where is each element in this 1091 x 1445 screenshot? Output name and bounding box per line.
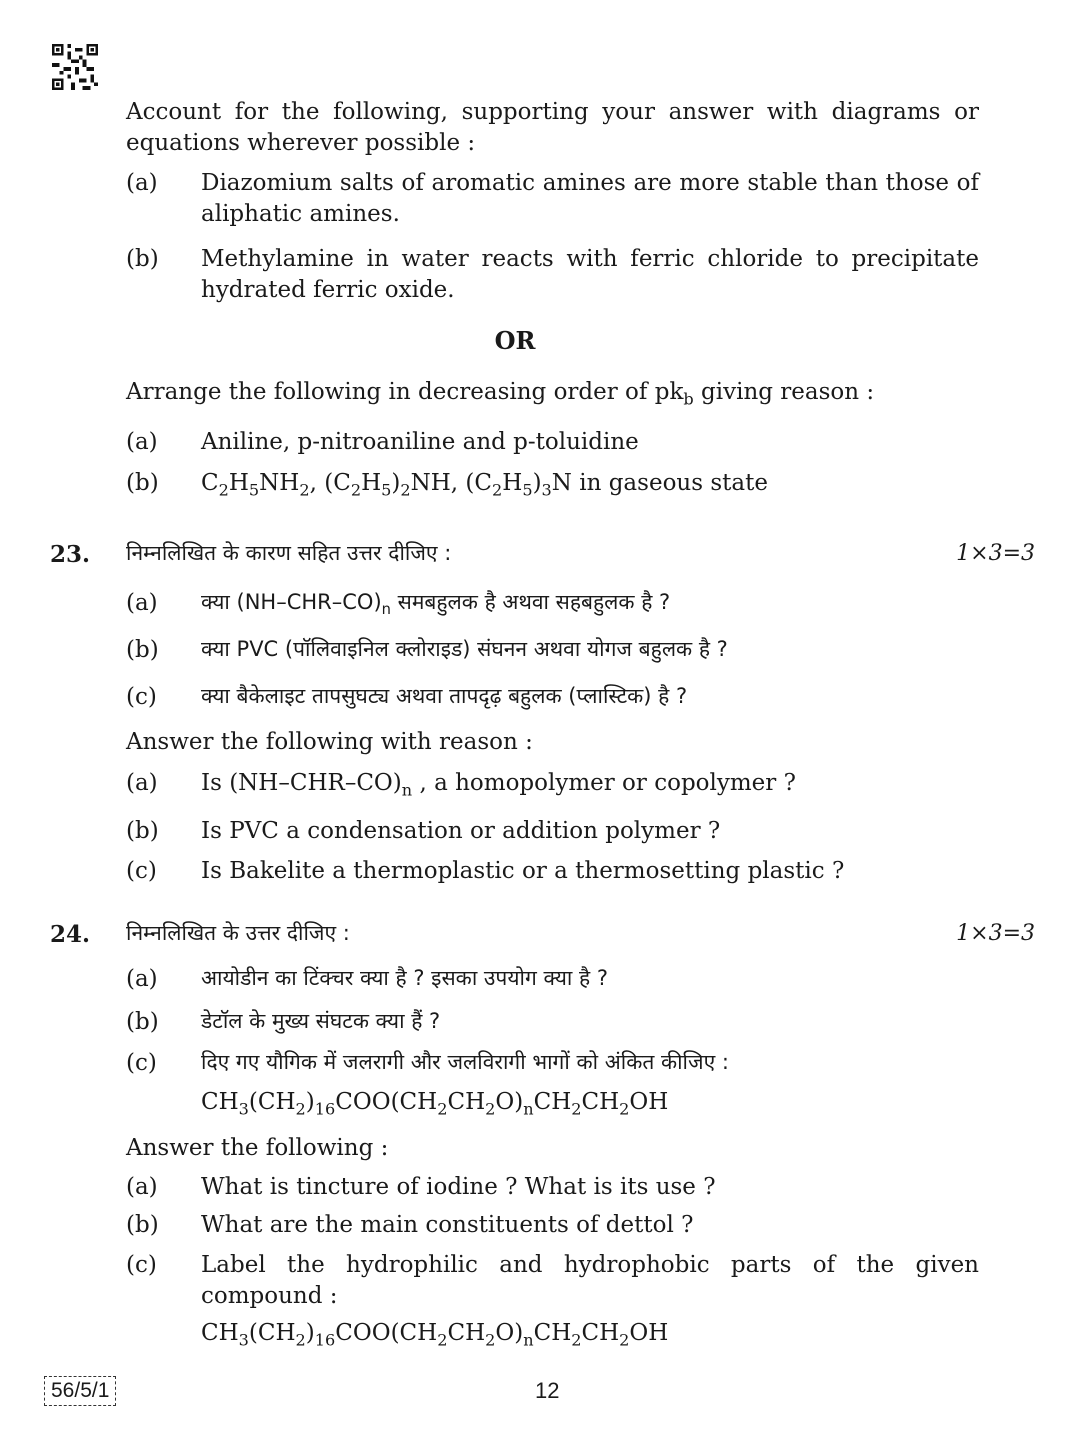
q22-b-text: Methylamine in water reacts with ferric chloride to precipitate hydrated ferric oxide.: [201, 246, 979, 303]
q23-hindi-b-text: क्या PVC (पॉलिवाइनिल क्लोराइड) संघनन अथवा योगज बहुलक है ?: [201, 637, 728, 661]
q24-hindi-a-text: आयोडीन का टिंक्चर क्या है ? इसका उपयोग क्या है ?: [201, 966, 608, 990]
q23-hindi-intro: निम्नलिखित के कारण सहित उत्तर दीजिए :: [126, 541, 452, 565]
q23-eng-b-text: Is PVC a condensation or addition polymer ?: [201, 818, 721, 844]
q23-english-intro: Answer the following with reason :: [126, 729, 533, 755]
q23-eng-a-text: Is $(NH-CHR-CO)_n$ , a homopolymer or copolymer ?: [201, 770, 796, 800]
q23-hindi-a-label: (a): [126, 590, 158, 616]
q22-alt-intro: Arrange the following in decreasing order of $pk_b$ giving reason :: [126, 379, 875, 409]
q24-eng-a-text: What is tincture of iodine ? What is its use ?: [201, 1174, 716, 1200]
q22-b-label: (b): [126, 246, 159, 272]
q24-hindi-b-label: (b): [126, 1009, 159, 1035]
q23-marks: 1×3=3: [956, 541, 1035, 566]
q23-eng-c-text: Is Bakelite a thermoplastic or a thermosetting plastic ?: [201, 858, 845, 884]
q23-hindi-c-text: क्या बैकेलाइट तापसुघट्य अथवा तापदृढ़ बहुलक (प्लास्टिक) है ?: [201, 684, 688, 708]
q24-marks: 1×3=3: [956, 921, 1035, 946]
q22-a-text: Diazomium salts of aromatic amines are more stable than those of aliphatic amines.: [201, 170, 979, 227]
q23-hindi-a-text: क्या $(NH-CHR-CO)_n$ समबहुलक है अथवा सहबहुलक है ?: [201, 590, 671, 619]
q22-alt-a-label: (a): [126, 429, 158, 455]
question-number-24: 24.: [50, 921, 91, 948]
q23-hindi-c-label: (c): [126, 684, 157, 710]
q24-eng-c-formula: $CH_3(CH_2)_{16}COO(CH_2CH_2O)_nCH_2CH_2OH$: [201, 1320, 669, 1350]
q24-hindi-c-label: (c): [126, 1050, 157, 1076]
q22-a-label: (a): [126, 170, 158, 196]
q24-hindi-c-formula: $CH_3(CH_2)_{16}COO(CH_2CH_2O)_nCH_2CH_2OH$: [201, 1089, 669, 1119]
q24-eng-a-label: (a): [126, 1174, 158, 1200]
q24-eng-b-text: What are the main constituents of dettol ?: [201, 1212, 694, 1238]
q22-alt-b-label: (b): [126, 470, 159, 496]
or-separator: OR: [494, 326, 536, 355]
question-number-23: 23.: [50, 541, 91, 568]
q24-hindi-a-label: (a): [126, 966, 158, 992]
q23-eng-b-label: (b): [126, 818, 159, 844]
q23-eng-c-label: (c): [126, 858, 157, 884]
q24-hindi-b-text: डेटॉल के मुख्य संघटक क्या हैं ?: [201, 1009, 441, 1033]
q24-eng-c-text: Label the hydrophilic and hydrophobic parts of the given compound :: [201, 1252, 979, 1309]
q23-hindi-b-label: (b): [126, 637, 159, 663]
q24-english-intro: Answer the following :: [126, 1135, 389, 1161]
q22-alt-b-text: $C_2H_5NH_2$, $(C_2H_5)_2NH$, $(C_2H_5)_3N$ in gaseous state: [201, 470, 768, 500]
q23-eng-a-label: (a): [126, 770, 158, 796]
q24-hindi-intro: निम्नलिखित के उत्तर दीजिए :: [126, 921, 350, 945]
q24-eng-c-label: (c): [126, 1252, 157, 1278]
q24-eng-b-label: (b): [126, 1212, 159, 1238]
q22-alt-a-text: Aniline, p-nitroaniline and p-toluidine: [201, 429, 639, 455]
qr-code: [51, 44, 99, 90]
paper-code: 56/5/1: [44, 1376, 116, 1406]
q22-intro: Account for the following, supporting your answer with diagrams or equations wherever possible :: [126, 99, 979, 156]
q24-hindi-c-text: दिए गए यौगिक में जलरागी और जलविरागी भागों को अंकित कीजिए :: [201, 1050, 729, 1074]
page-number: 12: [535, 1378, 560, 1403]
